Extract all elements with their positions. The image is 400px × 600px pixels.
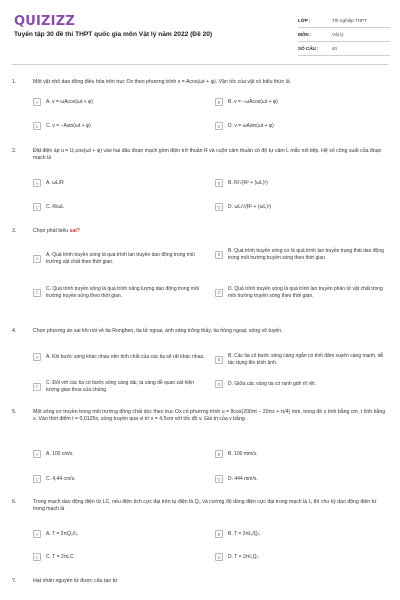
question-text — [33, 228, 389, 235]
option-letter-box: C — [33, 289, 41, 297]
option-text: B. Quá trình truyền sóng cơ là quá trình lan truyền trạng thái dao động trong môi trường truyền sóng theo thời gian. — [228, 248, 384, 261]
option-text: D. Quá trình truyền sóng là quá trình lan truyền phần tử vật chất trong môi trường truyền sóng theo thời gian. — [228, 286, 383, 299]
option-text: B. T = 2πI₀/Q₀ — [228, 530, 260, 537]
option-letter-box: D — [215, 203, 223, 211]
question-number: 1. — [12, 79, 17, 85]
option-c[interactable] — [33, 286, 206, 299]
option-a[interactable] — [33, 252, 206, 265]
question-number: 6. — [12, 499, 17, 505]
option-letter-box: A — [33, 255, 41, 263]
option-text: D. 444 mm/s. — [228, 475, 258, 482]
option-letter-box: C — [33, 475, 41, 483]
question-number: 3. — [12, 228, 17, 234]
option-text: A. Quá trình truyền sóng là quá trình lan truyền dao động trong môi trường vật chất theo thời gian. — [46, 252, 195, 265]
meta-value: Vật lý — [332, 32, 344, 37]
option-a[interactable] — [33, 450, 74, 458]
question-number: 5. — [12, 409, 17, 415]
option-letter-box: D — [215, 553, 223, 561]
option-text: C. Đối với các tia có bước sóng càng dài, ta càng dễ quan sát hiện tượng giao thoa của chúng. — [46, 380, 195, 393]
option-b[interactable] — [215, 353, 388, 366]
option-d[interactable] — [215, 203, 271, 211]
option-text: C. R/ωL — [46, 203, 65, 210]
option-letter-box: A — [33, 179, 41, 187]
option-letter-box: B — [215, 450, 223, 458]
option-text: A. Khi bước sóng khác nhau nên tính chất của các tia sẽ rất khác nhau. — [46, 353, 205, 360]
option-letter-box: B — [215, 179, 223, 187]
option-a[interactable] — [33, 179, 64, 187]
option-letter-box: A — [33, 353, 41, 361]
option-text: D. ωL/√(R² + (ωL)²) — [228, 203, 272, 210]
option-text: D. v = ωAsin(ωt + φ) — [228, 122, 274, 129]
option-text: A. 100 cm/s. — [46, 450, 74, 457]
question-number: 2. — [12, 148, 17, 154]
option-letter-box: D — [215, 475, 223, 483]
option-text: C. v = −Asin(ωt + φ) — [46, 122, 91, 129]
question-text-pre: Chọn phát biểu — [33, 228, 70, 234]
question-text: Một vật nhỏ dao động điều hòa trên trục Ox theo phương trình x = Acos(ωt + φ). Vận tốc của vật có biểu thức là — [33, 79, 290, 85]
option-b[interactable] — [215, 248, 388, 261]
meta-row-count — [298, 42, 390, 56]
option-text: C. T = 2πLC — [46, 553, 74, 560]
quizizz-logo: QUIZIZZ — [14, 14, 75, 29]
option-letter-box: C — [33, 553, 41, 561]
option-letter-box: D — [215, 122, 223, 130]
meta-value: Tốt nghiệp THPT — [332, 18, 367, 23]
option-d[interactable] — [215, 380, 388, 388]
option-letter-box: D — [215, 380, 223, 388]
option-b[interactable] — [215, 450, 257, 458]
option-letter-box: B — [215, 251, 223, 259]
meta-key: SỐ CÂU : — [298, 46, 319, 51]
option-letter-box: B — [215, 98, 223, 106]
question-text: Trong mạch dao động điện từ LC, nếu điện tích cực đại trên tụ điện là Q₀ và cường độ dòng điện cực đại trong mạch là I₀ thì chu kỳ dao động điện từ trong mạch là — [33, 499, 377, 513]
document-title: Tuyển tập 30 đề thi THPT quốc gia môn Vật lý năm 2022 (Đề 20) — [14, 31, 213, 38]
option-text: A. T = 2πQ₀/I₀ — [46, 530, 78, 537]
option-c[interactable] — [33, 380, 206, 393]
option-letter-box: D — [215, 289, 223, 297]
question-text: Đặt điện áp u = U₀cos(ωt + φ) vào hai đầu đoạn mạch gồm điện trở thuần R và cuộn cảm thuần có độ tự cảm L mắc nối tiếp. Hệ số công suất của đoạn mạch là — [33, 148, 382, 162]
option-letter-box: A — [33, 530, 41, 538]
option-d[interactable] — [215, 553, 259, 561]
option-letter-box: A — [33, 98, 41, 106]
highlight-word: sai — [69, 228, 77, 234]
option-letter-box: C — [33, 122, 41, 130]
option-c[interactable] — [33, 553, 74, 561]
option-text: A. v = ωAcos(ωt + φ) — [46, 98, 93, 105]
option-letter-box: C — [33, 203, 41, 211]
option-text: B. 100 mm/s. — [228, 450, 258, 457]
question-text-post: ? — [76, 228, 80, 234]
option-d[interactable] — [215, 122, 274, 130]
option-letter-box: C — [33, 383, 41, 391]
meta-key: MÔN : — [298, 32, 312, 37]
option-d[interactable] — [215, 286, 388, 299]
question-text: Hạt nhân nguyên tử được cấu tạo từ — [33, 578, 118, 584]
meta-key: LỚP : — [298, 18, 311, 23]
option-a[interactable] — [33, 353, 206, 361]
meta-value: 40 — [332, 46, 338, 51]
question-number: 4. — [12, 328, 17, 334]
option-text: B. R/√(R² + (ωL)²) — [228, 179, 268, 186]
option-text: D. T = 2πI₀Q₀ — [228, 553, 259, 560]
option-d[interactable] — [215, 475, 258, 483]
option-b[interactable] — [215, 179, 268, 187]
option-text: B. Các tia có bước sóng càng ngắn có tính đâm xuyên càng mạnh, dễ tác dụng lên kính ảnh. — [228, 353, 384, 366]
header-divider — [12, 64, 388, 65]
option-a[interactable] — [33, 530, 78, 538]
option-text: D. Giữa các vùng tia có ranh giới rõ rệt. — [228, 380, 316, 387]
option-b[interactable] — [215, 530, 260, 538]
option-c[interactable] — [33, 122, 91, 130]
option-text: A. ωL/R — [46, 179, 64, 186]
option-letter-box: A — [33, 450, 41, 458]
option-b[interactable] — [215, 98, 278, 106]
option-text: C. Quá trình truyền sóng là quá trình năng lượng dao động trong môi trường truyền sóng theo thời gian. — [46, 286, 199, 299]
question-text: Một sóng cơ truyền trong môi trường đồng chất dọc theo trục Ox có phương trình u = 8cos(200πt − 20πx + π/4) mm, trong đó x tính bằng cm, t tính bằng s. Vào thời điểm t = 0,0125s, sóng truyền qua vị trí x = 4,5cm với tốc độ v. Giá trị của v bằng — [33, 409, 386, 423]
meta-table — [298, 14, 390, 56]
meta-row-subject — [298, 28, 390, 42]
option-text: C. 4,44 cm/s. — [46, 475, 76, 482]
option-c[interactable] — [33, 203, 64, 211]
option-c[interactable] — [33, 475, 75, 483]
option-letter-box: B — [215, 356, 223, 364]
question-text: Chọn phương án sai khi nói về tia Ronghen, tia tử ngoại, ánh sáng trông thấy, tia hồng ngoại, sóng vô tuyến. — [33, 328, 283, 334]
question-number: 7. — [12, 578, 17, 584]
option-text: B. v = −ωAcos(ωt + φ) — [228, 98, 278, 105]
meta-row-class — [298, 14, 390, 28]
option-letter-box: B — [215, 530, 223, 538]
option-a[interactable] — [33, 98, 93, 106]
